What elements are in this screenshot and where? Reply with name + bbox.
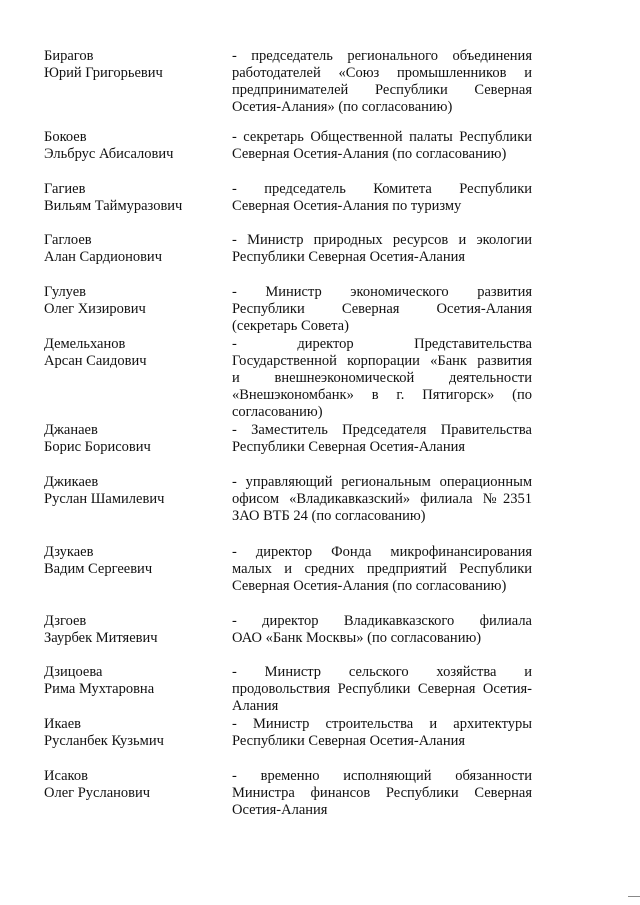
role-line: - директор Владикавказского филиала [232,613,532,629]
member-surname: Джанаев [44,422,98,438]
member-name [44,613,219,647]
member-role [232,474,532,525]
member-name [44,336,219,370]
member-surname: Джикаев [44,474,99,490]
member-surname: Демельханов [44,336,126,352]
member-name [44,716,219,750]
member-given-name: Рима Мухтаровна [44,681,155,697]
role-line: Министра финансов Республики Северная [232,785,532,801]
role-line: ЗАО ВТБ 24 (по согласованию) [232,508,426,524]
member-role [232,664,532,715]
role-line: - Министр сельского хозяйства и [232,664,532,680]
member-surname: Гагиев [44,181,86,197]
role-line: согласованию) [232,404,323,420]
role-line: Северная Осетия-Алания (по согласованию) [232,146,507,162]
member-role [232,768,532,819]
role-line: офисом «Владикавказский» филиала №2351 [232,491,532,507]
member-name [44,422,219,456]
member-given-name: Арсан Саидович [44,353,147,369]
member-role [232,336,532,421]
role-line: ОАО «Банк Москвы» (по согласованию) [232,630,482,646]
member-role [232,716,532,750]
member-given-name: Вильям Таймуразович [44,198,183,214]
member-role [232,48,532,116]
member-name [44,284,219,318]
role-line: Северная Осетия-Алания по туризму [232,198,462,214]
role-line: малых и средних предприятий Республики [232,561,532,577]
role-line: Осетия-Алания [232,802,328,818]
role-line: (секретарь Совета) [232,318,349,334]
role-line: Республики Северная Осетия-Алания [232,439,466,455]
member-name [44,181,219,215]
role-line: - председатель регионального объединения [232,48,532,64]
member-given-name: Борис Борисович [44,439,151,455]
member-surname: Гаглоев [44,232,92,248]
member-name [44,129,219,163]
member-given-name: Эльбрус Абисалович [44,146,174,162]
role-line: - секретарь Общественной палаты Республики [232,129,532,145]
member-surname: Гулуев [44,284,87,300]
member-name [44,768,219,802]
member-surname: Исаков [44,768,88,784]
member-surname: Икаев [44,716,82,732]
member-given-name: Вадим Сергеевич [44,561,153,577]
member-given-name: Олег Хизирович [44,301,146,317]
member-given-name: Заурбек Митяевич [44,630,158,646]
member-given-name: Юрий Григорьевич [44,65,163,81]
role-line: Республики Северная Осетия-Алания [232,249,466,265]
role-line: продовольствия Республики Северная Осетия- [232,681,532,697]
role-line: и внешнеэкономической деятельности [232,370,532,386]
member-name [44,664,219,698]
page-edge-mark [628,896,640,897]
role-line: Алания [232,698,279,714]
role-line: Республики Северная Осетия-Алания [232,301,532,317]
member-name [44,544,219,578]
member-name [44,232,219,266]
member-surname: Бокоев [44,129,87,145]
member-role [232,544,532,595]
member-role [232,181,532,215]
role-line: Северная Осетия-Алания (по согласованию) [232,578,507,594]
role-line: - Министр природных ресурсов и экологии [232,232,532,248]
role-line: - Заместитель Председателя Правительства [232,422,532,438]
member-role [232,129,532,163]
member-given-name: Руслан Шамилевич [44,491,165,507]
member-role [232,284,532,335]
role-line: - временно исполняющий обязанности [232,768,532,784]
role-line: предпринимателей Республики Северная [232,82,532,98]
role-line: - Министр экономического развития [232,284,532,300]
member-given-name: Русланбек Кузьмич [44,733,164,749]
member-surname: Дзицоева [44,664,103,680]
role-line: Осетия-Алания» (по согласованию) [232,99,453,115]
member-name [44,48,219,82]
role-line: - директор Представительства [232,336,532,352]
member-surname: Дзгоев [44,613,87,629]
member-role [232,422,532,456]
role-line: Государственной корпорации «Банк развития [232,353,532,369]
role-line: - директор Фонда микрофинансирования [232,544,532,560]
member-given-name: Олег Русланович [44,785,151,801]
member-surname: Бирагов [44,48,94,64]
role-line: Республики Северная Осетия-Алания [232,733,466,749]
role-line: - председатель Комитета Республики [232,181,532,197]
member-role [232,613,532,647]
role-line: «Внешэкономбанк» в г. Пятигорск» (по [232,387,532,403]
role-line: - управляющий региональным операционным [232,474,532,490]
member-surname: Дзукаев [44,544,94,560]
role-line: - Министр строительства и архитектуры [232,716,532,732]
member-role [232,232,532,266]
member-name [44,474,219,508]
member-given-name: Алан Сардионович [44,249,162,265]
role-line: работодателей «Союз промышленников и [232,65,532,81]
